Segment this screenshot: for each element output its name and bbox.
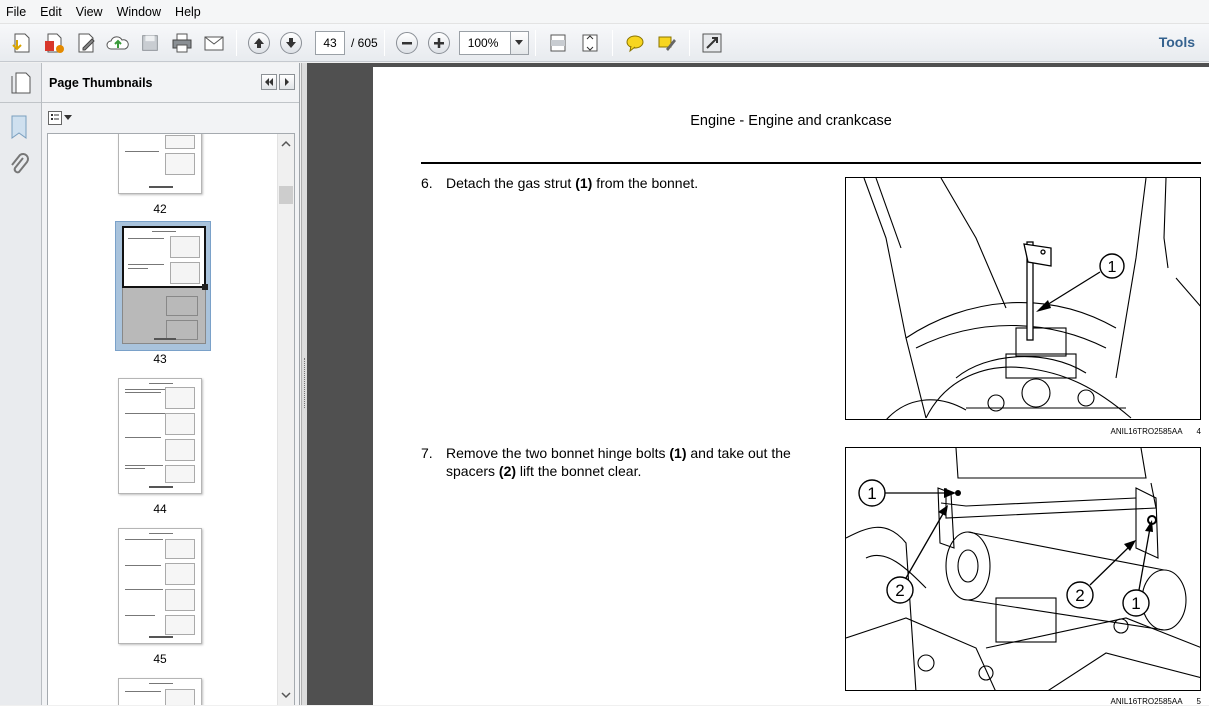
next-page-button[interactable] xyxy=(278,30,304,56)
step-text: Remove the two bonnet hinge bolts (1) and take out the spacers (2) lift the bonnet clear. xyxy=(446,445,791,479)
email-icon xyxy=(202,31,226,55)
print-button[interactable] xyxy=(169,30,195,56)
thumbnail-page-next[interactable] xyxy=(118,678,202,705)
thumbnail-label: 45 xyxy=(153,652,167,666)
create-pdf-icon xyxy=(10,31,34,55)
chevron-down-icon xyxy=(515,40,523,46)
upload-button[interactable] xyxy=(105,30,131,56)
edit-icon xyxy=(74,31,98,55)
double-chevron-left-icon xyxy=(264,78,274,86)
save-icon xyxy=(139,32,161,54)
fit-page-icon xyxy=(579,32,601,54)
figure-caption xyxy=(845,427,1201,436)
thumbnails-panel xyxy=(42,63,300,705)
expand-panel-button[interactable] xyxy=(279,74,295,90)
gas-strut-illustration xyxy=(846,178,1201,420)
header-rule xyxy=(421,162,1201,164)
highlight-button[interactable] xyxy=(654,30,680,56)
create-pdf-button[interactable] xyxy=(9,30,35,56)
thumbnail-label: 42 xyxy=(153,202,167,216)
step-text: Detach the gas strut (1) from the bonnet. xyxy=(446,175,699,191)
chevron-down-icon[interactable] xyxy=(278,687,294,703)
figure-code: ANIL16TRO2585AA xyxy=(1110,697,1183,706)
combine-files-icon xyxy=(42,31,66,55)
figure-bonnet-hinge xyxy=(845,447,1201,691)
visible-area-rect[interactable] xyxy=(122,226,206,288)
thumbnail-page-44[interactable] xyxy=(118,378,202,494)
navigation-rail xyxy=(0,63,42,705)
attachments-icon[interactable] xyxy=(8,152,30,180)
panel-splitter[interactable] xyxy=(301,63,307,705)
page-total: / 605 xyxy=(351,35,378,50)
chevron-up-icon[interactable] xyxy=(278,136,294,152)
figure-gas-strut xyxy=(845,177,1201,420)
comment-button[interactable] xyxy=(622,30,648,56)
figure-number: 5 xyxy=(1196,697,1201,706)
thumbnail-page-43[interactable] xyxy=(115,221,211,351)
print-icon xyxy=(170,31,194,55)
save-button[interactable] xyxy=(137,30,163,56)
fit-width-button[interactable] xyxy=(545,30,571,56)
callout-2a: 2 xyxy=(895,581,905,600)
chevron-right-icon xyxy=(284,78,290,86)
toolbar-separator xyxy=(236,30,237,56)
chevron-down-icon xyxy=(64,115,72,121)
thumbnails-header xyxy=(42,63,299,103)
previous-page-icon xyxy=(252,36,266,50)
menu-file[interactable]: File xyxy=(6,4,27,19)
fullscreen-icon xyxy=(701,32,723,54)
step-6 xyxy=(421,174,841,192)
tools-pane-button[interactable]: Tools xyxy=(1158,34,1195,50)
menu-window[interactable]: Window xyxy=(116,4,162,19)
bonnet-hinge-illustration xyxy=(846,448,1201,691)
callout-1: 1 xyxy=(1107,259,1117,276)
thumbnail-page-42[interactable] xyxy=(118,133,202,194)
thumbnail-label: 44 xyxy=(153,502,167,516)
comment-icon xyxy=(624,32,646,54)
toolbar xyxy=(0,24,1209,62)
menu-view[interactable]: View xyxy=(75,4,103,19)
page-number-input[interactable] xyxy=(315,31,345,55)
menu-bar xyxy=(0,0,1209,24)
fit-width-icon xyxy=(547,32,569,54)
email-button[interactable] xyxy=(201,30,227,56)
combine-files-button[interactable] xyxy=(41,30,67,56)
thumbnails-list[interactable] xyxy=(47,133,295,705)
menu-help[interactable]: Help xyxy=(175,4,201,19)
zoom-in-icon xyxy=(433,37,445,49)
zoom-out-icon xyxy=(401,37,413,49)
toolbar-separator xyxy=(612,30,613,56)
thumbnail-label: 43 xyxy=(153,352,167,366)
options-list-icon xyxy=(48,111,62,125)
figure-code: ANIL16TRO2585AA xyxy=(1110,427,1183,436)
upload-cloud-icon xyxy=(106,31,130,55)
thumbnails-scrollbar[interactable] xyxy=(277,134,294,705)
page-header: Engine - Engine and crankcase xyxy=(690,113,892,129)
callout-1a: 1 xyxy=(867,484,877,503)
thumbnail-options xyxy=(42,103,299,133)
step-number: 7. xyxy=(421,445,433,461)
toolbar-separator xyxy=(535,30,536,56)
document-viewer[interactable] xyxy=(301,63,1209,705)
menu-edit[interactable]: Edit xyxy=(40,4,62,19)
zoom-in-button[interactable] xyxy=(426,30,452,56)
thumbnail-page-45[interactable] xyxy=(118,528,202,644)
fullscreen-button[interactable] xyxy=(699,30,725,56)
step-number: 6. xyxy=(421,175,433,191)
figure-number: 4 xyxy=(1196,427,1201,436)
resize-handle[interactable] xyxy=(202,284,208,290)
previous-page-button[interactable] xyxy=(246,30,272,56)
collapse-panel-button[interactable] xyxy=(261,74,277,90)
document-page xyxy=(373,67,1209,705)
step-7 xyxy=(421,444,841,480)
bookmarks-icon[interactable] xyxy=(8,113,30,141)
callout-1b: 1 xyxy=(1131,594,1141,613)
zoom-input[interactable] xyxy=(459,31,511,55)
toolbar-separator xyxy=(689,30,690,56)
panel-title: Page Thumbnails xyxy=(49,75,153,90)
toolbar-separator xyxy=(384,30,385,56)
highlight-icon xyxy=(656,32,678,54)
thumbnail-options-button[interactable] xyxy=(48,111,72,125)
callout-2b: 2 xyxy=(1075,586,1085,605)
zoom-dropdown-button[interactable] xyxy=(511,31,529,55)
page-thumbnails-icon[interactable] xyxy=(10,71,32,95)
next-page-icon xyxy=(284,36,298,50)
fit-page-button[interactable] xyxy=(577,30,603,56)
zoom-out-button[interactable] xyxy=(394,30,420,56)
zoom-control xyxy=(459,31,529,55)
edit-button[interactable] xyxy=(73,30,99,56)
scrollbar-thumb[interactable] xyxy=(279,186,293,204)
